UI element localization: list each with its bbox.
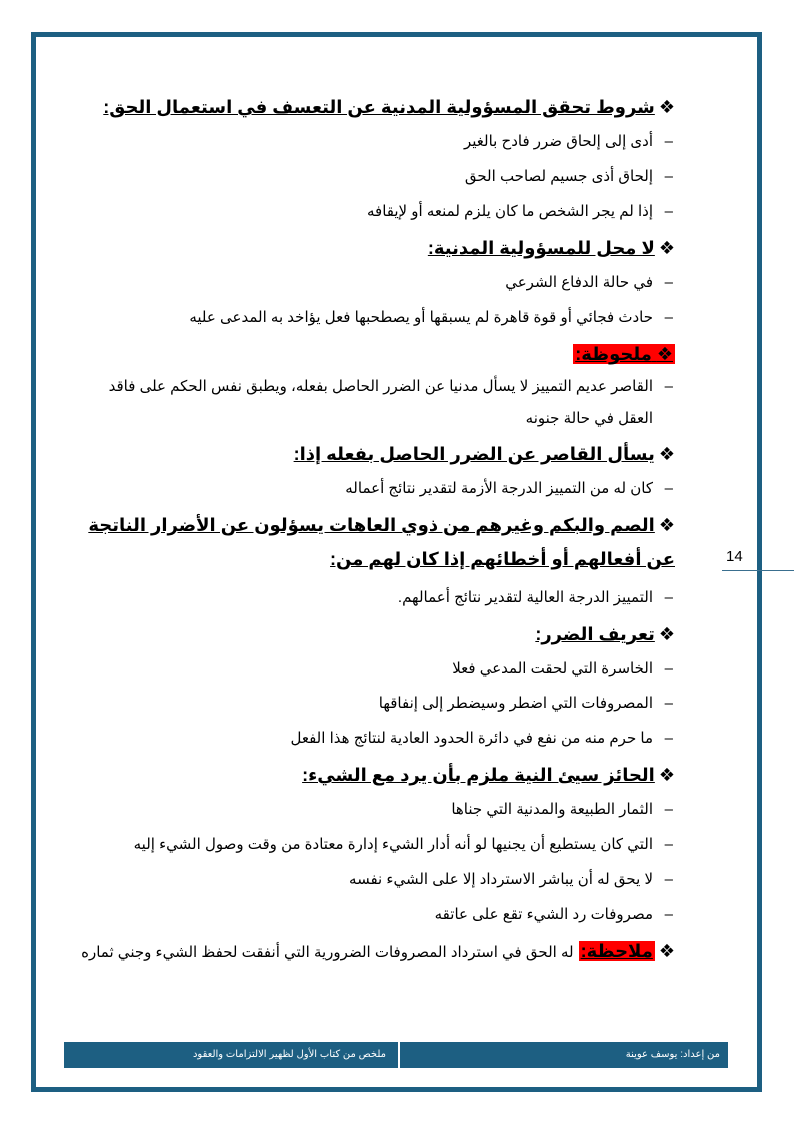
list-item: – لا يحق له أن يباشر الاسترداد إلا على الشيء نفسه — [349, 871, 673, 888]
list-item: – في حالة الدفاع الشرعي — [505, 274, 673, 291]
diamond-bullet-icon: ❖ — [658, 238, 675, 258]
note-label: ملاحظة: — [580, 941, 653, 961]
final-note — [75, 934, 675, 968]
diamond-bullet-icon: ❖ — [658, 444, 675, 464]
diamond-bullet-icon: ❖ — [658, 97, 675, 117]
list-item: – إلحاق أذى جسيم لصاحب الحق — [464, 168, 673, 185]
diamond-bullet-icon: ❖ — [658, 765, 675, 785]
note-heading — [75, 337, 675, 371]
section-heading: ❖لا محل للمسؤولية المدنية: — [427, 238, 675, 258]
diamond-bullet-icon: ❖ — [658, 515, 675, 535]
list-item: – الخاسرة التي لحقت المدعي فعلا — [452, 660, 673, 677]
footer-author: من إعداد: يوسف عوينة — [625, 1049, 720, 1060]
list-item: – أدى إلى إلحاق ضرر فادح بالغير — [463, 133, 673, 150]
list-item: – حادث فجائي أو قوة قاهرة لم يسبقها أو يصطحبها فعل يؤاخد به المدعى عليه — [189, 309, 673, 326]
section-heading: ❖الحائز سيئ النية ملزم بأن يرد مع الشيء: — [302, 765, 675, 785]
section-heading: ❖الصم والبكم وغيرهم من ذوي العاهات يسؤلون عن الأضرار الناتجة عن أفعالهم أو أخطائهم إذا كان لهم من: — [88, 515, 675, 569]
note-label: ❖ ملحوظة: — [575, 344, 673, 364]
note-text: له الحق في استرداد المصروفات الضرورية التي أنفقت لحفظ الشيء وجني ثماره — [81, 944, 574, 961]
section-heading: ❖شروط تحقق المسؤولية المدنية عن التعسف في استعمال الحق: — [103, 97, 675, 117]
footer-bar — [64, 1042, 728, 1068]
list-item: – التي كان يستطيع أن يجنيها لو أنه أدار الشيء إدارة معتادة من وقت وصول الشيء إليه — [133, 836, 673, 853]
page-number-rule — [722, 570, 794, 571]
list-item: – المصروفات التي اضطر وسيضطر إلى إنفاقها — [378, 695, 673, 712]
document-body — [75, 88, 675, 968]
list-item: – إذا لم يجر الشخص ما كان يلزم لمنعه أو لإيقافه — [367, 203, 673, 220]
diamond-bullet-icon: ❖ — [658, 941, 675, 961]
section-heading: ❖يسأل القاصر عن الضرر الحاصل بفعله إذا: — [293, 444, 675, 464]
footer-book-title: ملخص من كتاب الأول لظهير الالتزامات والعقود — [192, 1049, 386, 1060]
section-heading: ❖تعريف الضرر: — [535, 624, 675, 644]
list-item: – الثمار الطبيعة والمدنية التي جناها — [451, 801, 673, 818]
list-item: – مصروفات رد الشيء تقع على عاتقه — [434, 906, 673, 923]
list-item: – القاصر عديم التمييز لا يسأل مدنيا عن الضرر الحاصل بفعله، ويطبق نفس الحكم على فاقد العقل في حالة جنونه — [108, 378, 673, 427]
page-number: 14 — [726, 548, 743, 565]
list-item: – ما حرم منه من نفع في دائرة الحدود العادية لنتائج هذا الفعل — [290, 730, 673, 747]
list-item: – التمييز الدرجة العالية لتقدير نتائج أعمالهم. — [397, 589, 673, 606]
diamond-bullet-icon: ❖ — [656, 344, 673, 364]
list-item: – كان له من التمييز الدرجة الأزمة لتقدير نتائج أعماله — [345, 480, 673, 497]
diamond-bullet-icon: ❖ — [658, 624, 675, 644]
